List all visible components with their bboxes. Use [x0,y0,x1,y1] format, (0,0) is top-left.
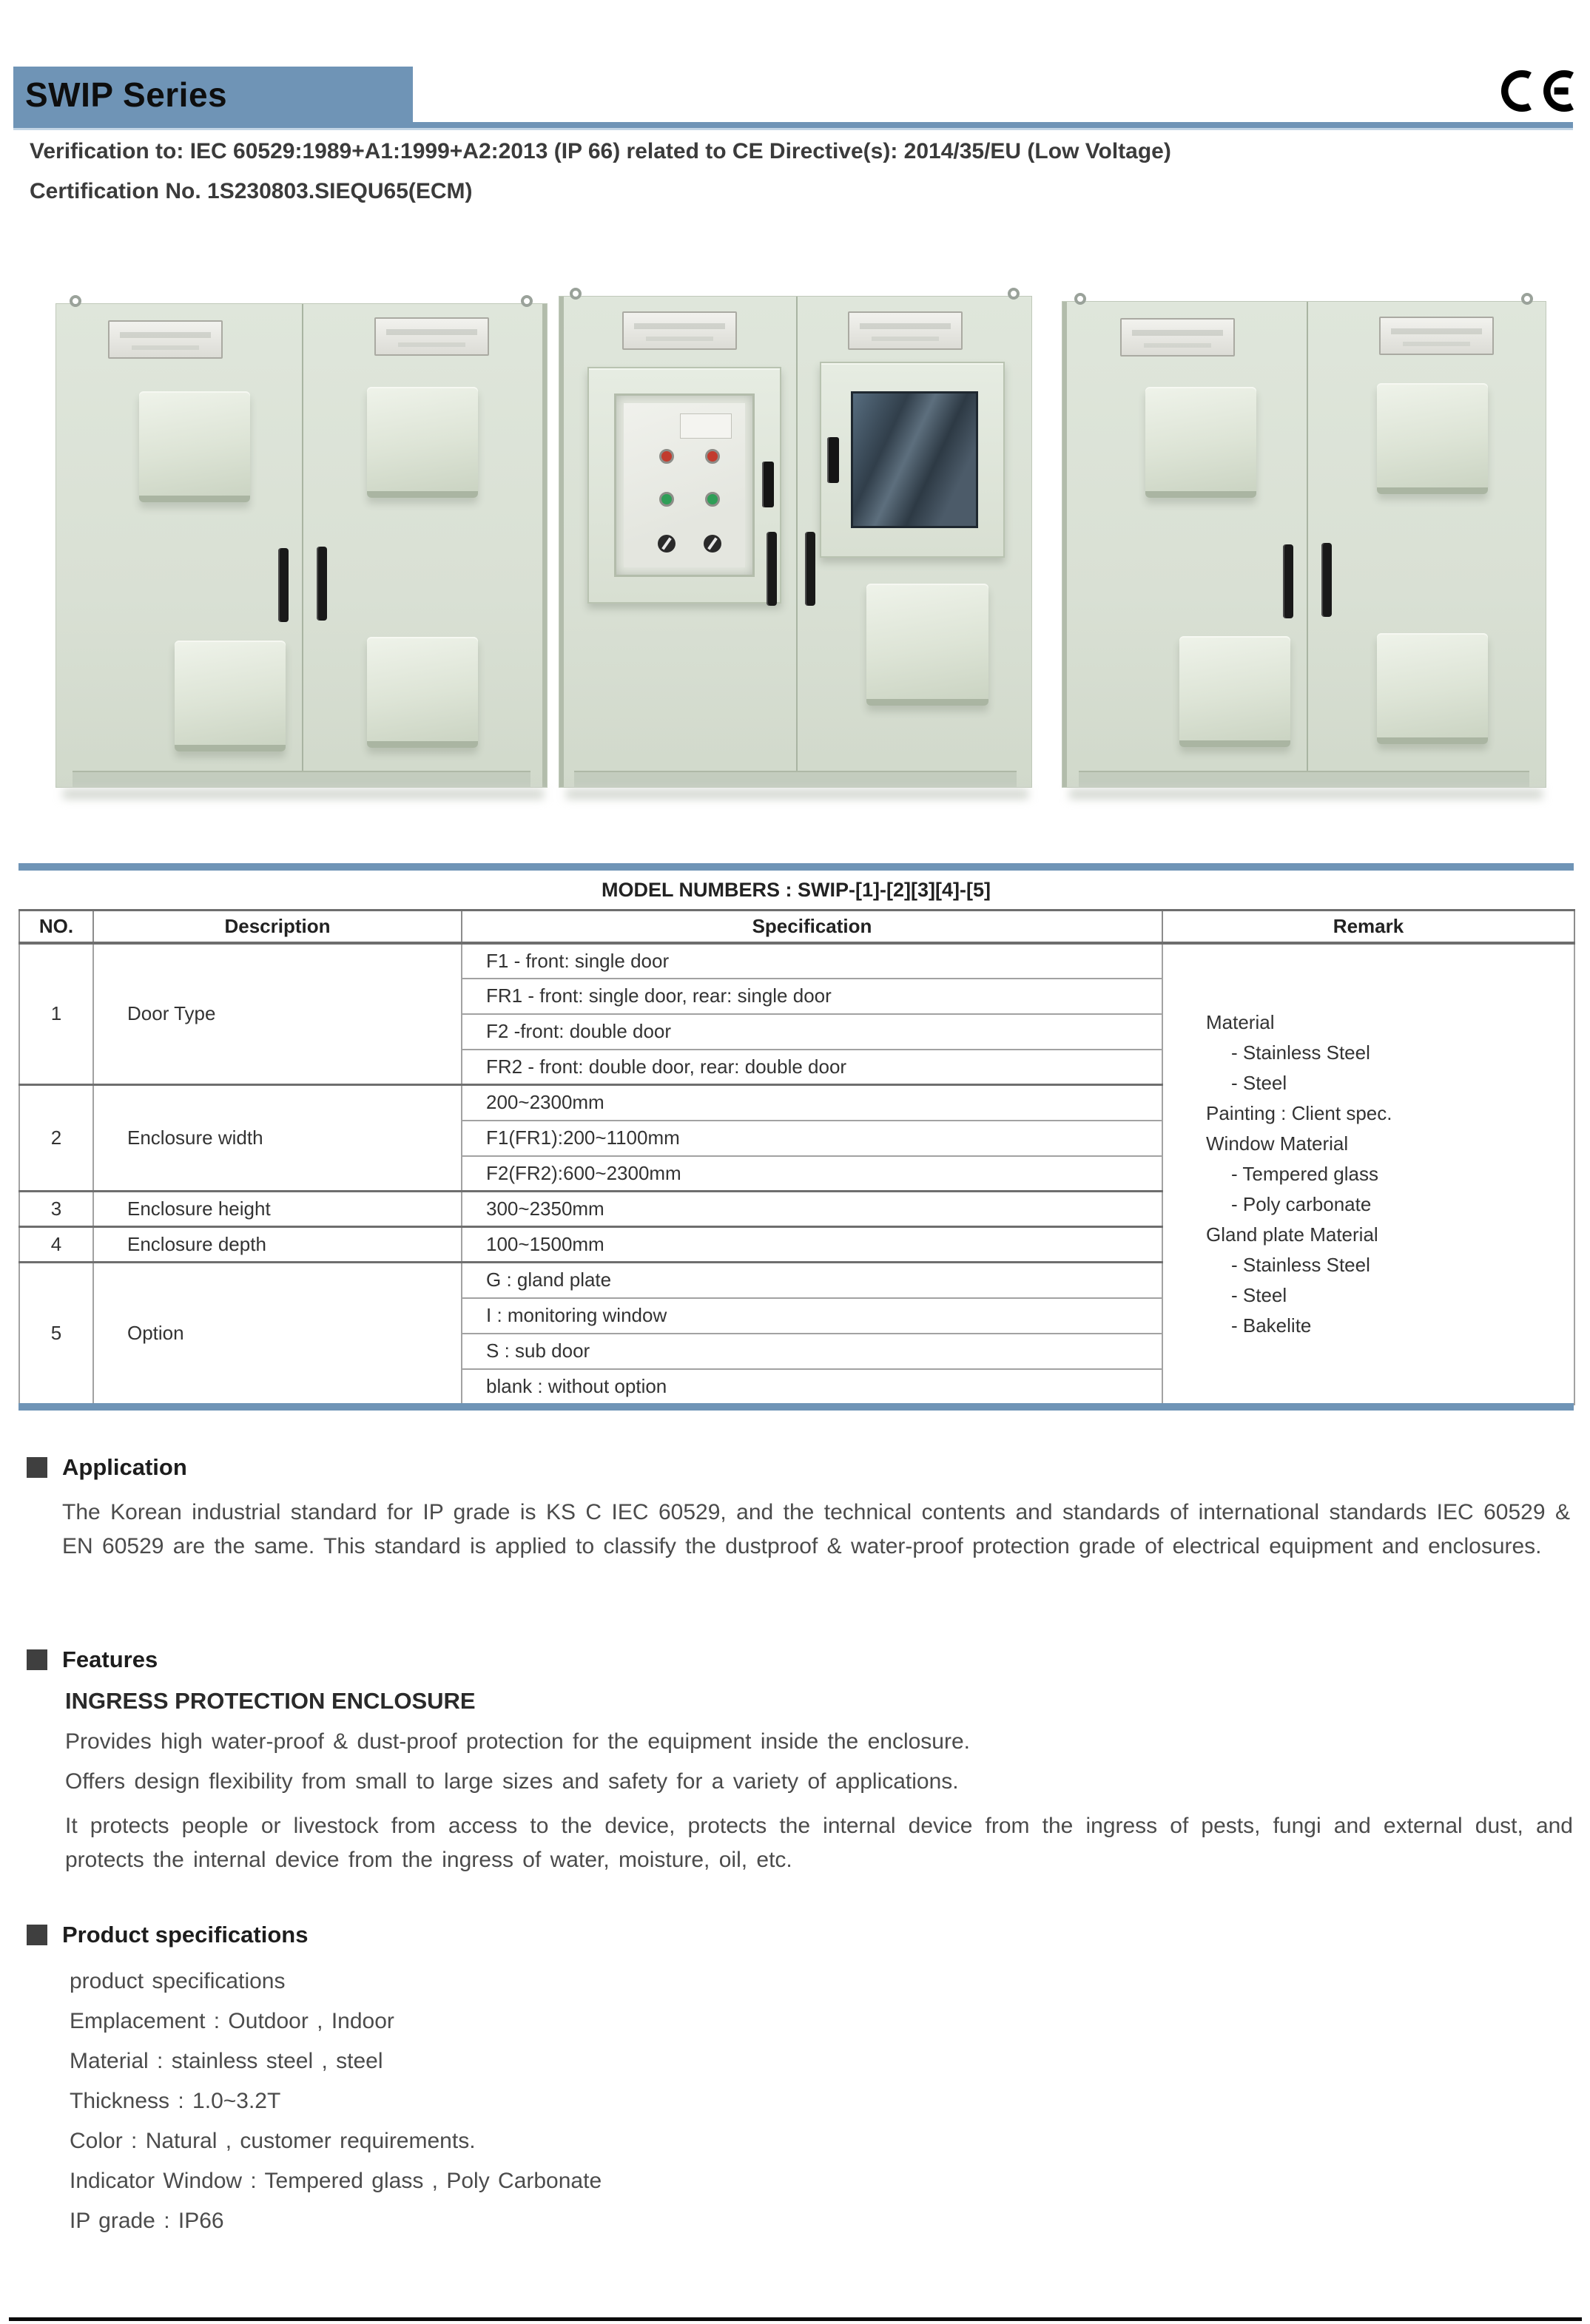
louver-vent [367,637,478,748]
remark-line: Painting : Client spec. [1206,1101,1392,1124]
model-numbers-table [18,909,1575,1405]
section-bullet-icon [27,1457,47,1478]
table-row [19,943,1574,979]
louver-vent [1377,633,1488,744]
page-title: SWIP Series [25,75,228,114]
remark-line: Gland plate Material [1206,1223,1378,1246]
features-line: It protects people or livestock from access to the device, protects the internal device from the ingress of pests, fungi and external dust, and protects the internal device from the ingress of water, moisture, oil, etc. [65,1814,1573,1872]
product-spec-line: Indicator Window : Tempered glass , Poly Carbonate [70,2169,602,2193]
features-heading-label: Features [62,1646,158,1672]
nameplate [1120,318,1235,357]
table-bottom-accent-bar [18,1403,1574,1411]
product-specs-section-heading [27,1922,308,1948]
col-header-remark: Remark [1162,911,1574,943]
application-heading-label: Application [62,1454,187,1480]
remark-line: - Bakelite [1231,1314,1312,1337]
lifting-eye-icon [570,288,582,300]
cabinet-side-edge [559,297,564,787]
product-spec-line: Thickness : 1.0~3.2T [70,2089,281,2113]
monitor-window [820,362,1005,558]
row-spec: 100~1500mm [462,1227,1162,1263]
panel-label [680,413,732,439]
louver-vent [1377,383,1488,494]
application-body: The Korean industrial standard for IP grade is KS C IEC 60529, and the technical contents and standards of international standards IEC 60529 & EN 60529 are the same. This standard is applied to classify the dustproof & water-proof protection grade of electrical equipment and enclosures. [62,1500,1570,1558]
row-description: Enclosure depth [93,1227,462,1263]
floor-shadow [1069,789,1543,799]
green-push-button [659,492,674,507]
row-spec: F1(FR1):200~1100mm [462,1121,1162,1156]
col-header-specification: Specification [462,911,1162,943]
door-handle [1283,544,1293,618]
remark-line: - Poly carbonate [1231,1192,1372,1215]
row-spec: 200~2300mm [462,1085,1162,1121]
louver-vent [139,391,250,502]
monitor-screen [851,391,978,528]
cabinet-base [1079,771,1529,787]
door-seam [1307,302,1308,787]
col-header-no: NO. [19,911,93,943]
remark-cell [1162,943,1574,1405]
verification-statement: Verification to: IEC 60529:1989+A1:1999+A2:2013 (IP 66) related to CE Directive(s): 2014/35/EU (Low Voltage) [30,139,1171,163]
cabinet-base [574,771,1017,787]
row-no: 2 [19,1085,93,1192]
series-title-banner [13,67,413,123]
lifting-eye-icon [70,295,81,307]
features-section-heading [27,1646,158,1673]
nameplate [108,320,223,359]
cabinet-side-edge [1062,302,1067,787]
table-header-row [19,911,1574,943]
row-no: 4 [19,1227,93,1263]
floor-shadow [566,789,1028,799]
enclosure-product-photo [55,292,1546,817]
product-specs-heading-label: Product specifications [62,1922,309,1948]
features-subtitle: INGRESS PROTECTION ENCLOSURE [65,1688,476,1714]
door-handle [767,532,777,606]
row-no: 1 [19,943,93,1085]
nameplate [848,311,963,350]
footer-rule [9,2317,1582,2321]
lifting-eye-icon [1074,293,1086,305]
red-pilot-lamp [659,449,674,464]
cabinet-left [55,303,548,788]
floor-shadow [63,789,544,799]
row-spec: F1 - front: single door [462,943,1162,979]
nameplate [374,317,489,356]
model-numbers-title: MODEL NUMBERS : SWIP-[1]-[2][3][4]-[5] [602,878,991,901]
door-handle [1321,543,1332,617]
features-line: Offers design flexibility from small to large sizes and safety for a variety of applications. [65,1769,959,1794]
remark-line: Window Material [1206,1132,1349,1155]
cabinet-right [1062,301,1546,788]
remark-line: - Tempered glass [1231,1162,1378,1185]
selector-switch [658,535,676,553]
application-section-heading [27,1454,187,1481]
louver-vent [175,641,286,751]
door-seam [302,304,303,787]
row-spec: S : sub door [462,1334,1162,1369]
louver-vent [1179,636,1290,747]
row-spec: F2 -front: double door [462,1014,1162,1050]
red-pilot-lamp [705,449,720,464]
door-handle [805,532,815,606]
product-spec-line: Color : Natural , customer requirements. [70,2129,476,2153]
product-spec-line: product specifications [70,1969,286,1993]
section-bullet-icon [27,1925,47,1945]
green-push-button [705,492,720,507]
row-spec: 300~2350mm [462,1192,1162,1227]
table-top-accent-bar [18,863,1574,871]
row-description: Option [93,1263,462,1405]
remark-line: - Steel [1231,1071,1287,1094]
control-window [587,367,781,604]
row-spec: I : monitoring window [462,1298,1162,1334]
row-spec: G : gland plate [462,1263,1162,1298]
row-description: Door Type [93,943,462,1085]
window-latch [827,437,839,483]
lifting-eye-icon [1521,293,1533,305]
lifting-eye-icon [1008,288,1020,300]
features-line: Provides high water-proof & dust-proof protection for the equipment inside the enclosure. [65,1729,970,1754]
door-handle [278,548,289,622]
product-specs-list [70,1962,602,2241]
row-spec: FR2 - front: double door, rear: double door [462,1050,1162,1085]
row-no: 5 [19,1263,93,1405]
lifting-eye-icon [521,295,533,307]
louver-vent [1145,387,1256,498]
section-bullet-icon [27,1649,47,1670]
louver-vent [367,387,478,498]
row-description: Enclosure height [93,1192,462,1227]
product-spec-line: Emplacement : Outdoor , Indoor [70,2009,394,2033]
selector-switch [704,535,721,553]
control-window-glass [614,393,755,577]
product-spec-line: IP grade : IP66 [70,2209,224,2233]
header-accent-band [13,122,1573,130]
remark-line: - Steel [1231,1283,1287,1306]
door-seam [796,297,798,787]
remark-line: - Stainless Steel [1231,1041,1370,1064]
door-handle [317,547,327,621]
louver-vent [866,584,988,706]
control-panel-sheet [624,403,745,567]
row-description: Enclosure width [93,1085,462,1192]
nameplate [1379,317,1494,355]
row-spec: blank : without option [462,1369,1162,1405]
cabinet-middle [559,296,1032,788]
remark-line: Material [1206,1010,1275,1033]
cabinet-side-edge [542,304,547,787]
col-header-description: Description [93,911,462,943]
row-spec: F2(FR2):600~2300mm [462,1156,1162,1192]
ce-mark-icon [1500,65,1576,117]
window-latch [762,462,774,507]
row-no: 3 [19,1192,93,1227]
remark-line: - Stainless Steel [1231,1253,1370,1276]
product-spec-line: Material : stainless steel , steel [70,2049,383,2073]
cabinet-base [73,771,530,787]
nameplate [622,311,737,350]
certification-number: Certification No. 1S230803.SIEQU65(ECM) [30,179,473,203]
row-spec: FR1 - front: single door, rear: single door [462,979,1162,1014]
